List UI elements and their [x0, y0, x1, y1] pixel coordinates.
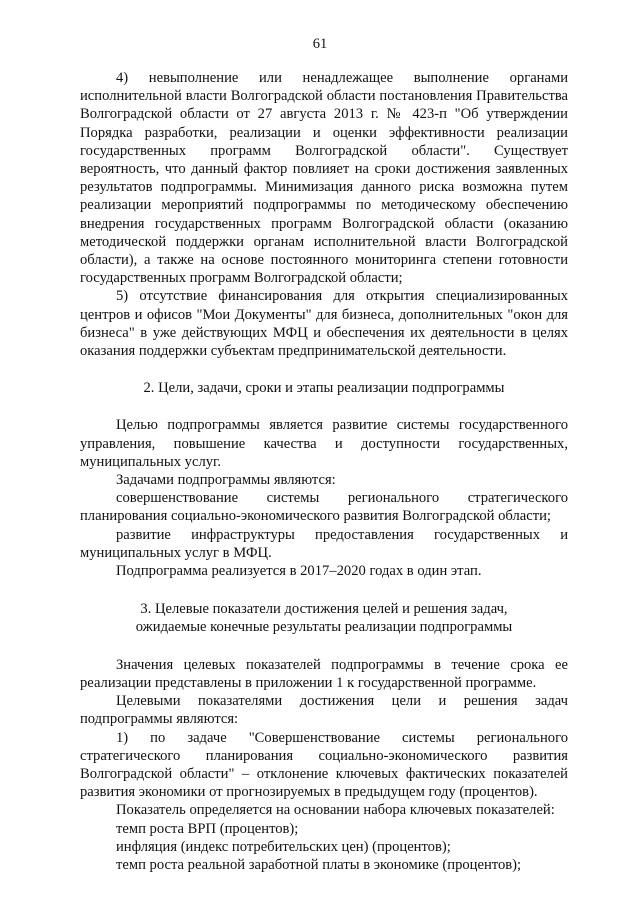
section-2-heading: 2. Цели, задачи, сроки и этапы реализации подпрограммы [143, 380, 505, 397]
paragraph-risk-4: 4) невыполнение или ненадлежащее выполнение органами исполнительной власти Волгоградской области постановления Правительства Волгоградской области от 27 августа 2013 г. № 423-п "Об утверждении Порядка разработки, реализации и оценки эффективности реализации государственных программ Волгоградской области". Существует вероятность, что данный фактор повлияет на сроки достижения заявленных результатов подпрограммы. Минимизация данного риска возможна путем реализации мероприятий подпрограммы по методическому обеспечению внедрения государственных программ Волгоградской области (оказанию методической поддержки органам исполнительной власти Волгоградской области), а также на основе постоянного мониторинга степени готовности государственных программ Волгоградской области; [80, 70, 568, 287]
paragraph-period: Подпрограмма реализуется в 2017–2020 годах в один этап. [116, 563, 482, 580]
list-item-inflation: инфляция (индекс потребительских цен) (процентов); [116, 838, 451, 855]
paragraph-task-1: совершенствование системы регионального стратегического планирования социально-экономического развития Волгоградской области; [80, 490, 568, 525]
section-3-heading-line-2: ожидаемые конечные результаты реализации подпрограммы [135, 619, 513, 636]
paragraph-task-2: развитие инфраструктуры предоставления государственных и муниципальных услуг в МФЦ. [80, 526, 568, 561]
paragraph-goal: Целью подпрограммы является развитие системы государственного управления, повышение качества и доступности государственных, муниципальных услуг. [80, 417, 568, 470]
section-3-heading [80, 600, 568, 636]
paragraph-risk-5: 5) отсутствие финансирования для открытия специализированных центров и офисов "Мои Документы" для бизнеса, дополнительных "окон для бизнеса" в уже действующих МФЦ и обеспечения их деятельности в целях оказания поддержки субъектам предпринимательской деятельности. [80, 288, 568, 360]
list-item-salary: темп роста реальной заработной платы в экономике (процентов); [116, 856, 522, 873]
paragraph-indicators-values: Значения целевых показателей подпрограммы в течение срока ее реализации представлены в приложении 1 к государственной программе. [80, 656, 568, 691]
document-body [80, 69, 568, 874]
paragraph-indicator-1: 1) по задаче "Совершенствование системы регионального стратегического планирования социально-экономического развития Волгоградской области" – отклонение ключевых фактических показателей развития экономики от прогнозируемых в предыдущем году (процентов). [80, 729, 568, 801]
paragraph-tasks-intro: Задачами подпрограммы являются: [116, 472, 336, 489]
paragraph-indicators-intro: Целевыми показателями достижения цели и решения задач подпрограммы являются: [80, 693, 568, 728]
page-number: 61 [312, 36, 328, 52]
list-item-vrp: темп роста ВРП (процентов); [116, 820, 299, 837]
section-3-heading-line-1: 3. Целевые показатели достижения целей и решения задач, [140, 601, 508, 618]
paragraph-indicator-basis: Показатель определяется на основании набора ключевых показателей: [116, 802, 555, 819]
